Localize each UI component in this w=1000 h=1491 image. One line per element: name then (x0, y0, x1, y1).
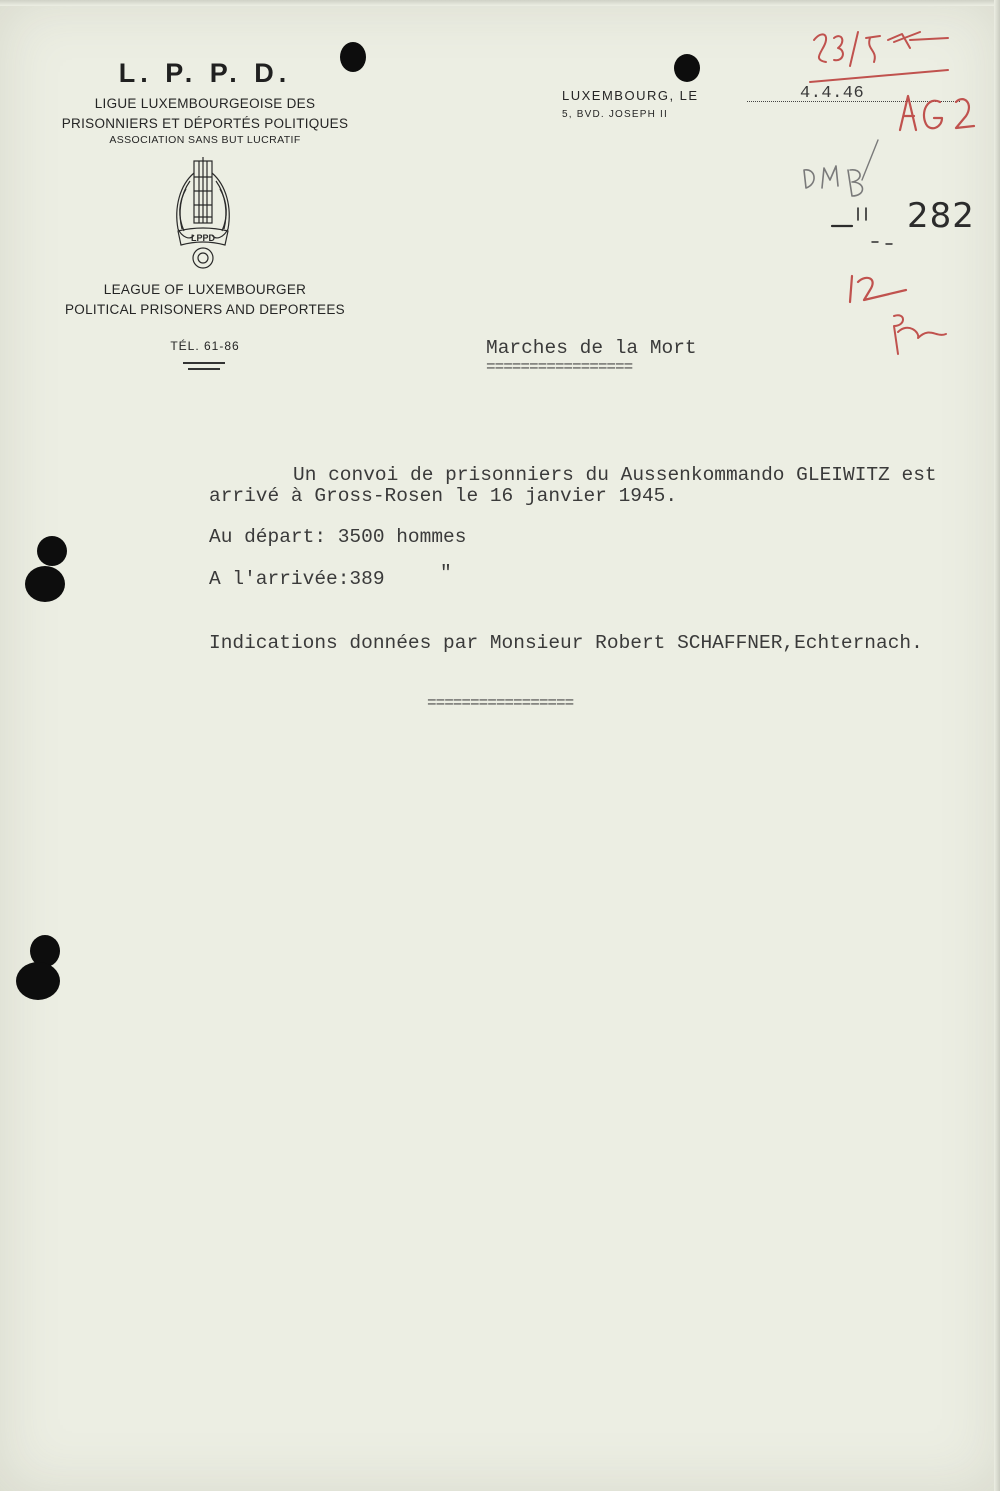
emblem-text: LPPD (190, 233, 216, 243)
arrival-count: A l'arrivée:389 (209, 568, 385, 590)
red-twelve-mark (850, 276, 852, 302)
punch-hole (674, 54, 700, 82)
page-top-edge (0, 0, 1000, 6)
document-number: 282 (907, 196, 975, 236)
grey-pencil-mark (804, 170, 814, 188)
ditto-mark: " (440, 562, 452, 584)
letterhead-telephone: TÉL. 61-86 (170, 339, 240, 353)
punch-hole (16, 962, 60, 1000)
closing-rule: ================= (427, 694, 574, 712)
letterhead-french-line-2: PRISONNIERS ET DÉPORTÉS POLITIQUES (61, 116, 349, 131)
city-label: LUXEMBOURG, LE (562, 88, 699, 103)
source-indication: Indications données par Monsieur Robert SCHAFFNER,Echternach. (209, 632, 923, 654)
letterhead-initials: L. P. P. D. (118, 58, 292, 88)
punch-hole (340, 42, 366, 72)
date-value: 4.4.46 (800, 84, 865, 103)
telephone-underline-short (188, 368, 220, 370)
street-address: 5, BVD. JOSEPH II (562, 109, 668, 120)
departure-count: Au départ: 3500 hommes (209, 526, 467, 548)
document-title: Marches de la Mort (486, 337, 697, 359)
letterhead-english-line-2: POLITICAL PRISONERS AND DEPORTEES (65, 302, 345, 317)
punch-hole (25, 566, 65, 602)
punch-hole (37, 536, 67, 566)
letterhead-french-line-1: LIGUE LUXEMBOURGEOISE DES (94, 96, 316, 111)
red-initials-mark (894, 315, 946, 354)
body-paragraph-line-1: Un convoi de prisonniers du Aussenkommando GLEIWITZ est (293, 464, 937, 486)
lppd-emblem-icon (170, 155, 236, 273)
telephone-underline (183, 362, 225, 364)
letterhead-english-name (40, 280, 370, 320)
letterhead-english-line-1: LEAGUE OF LUXEMBOURGER (103, 282, 307, 297)
letterhead-association: ASSOCIATION SANS BUT LUCRATIF (109, 134, 301, 146)
red-scribble-mark (814, 34, 826, 62)
body-paragraph-line-2: arrivé à Gross-Rosen le 16 janvier 1945. (209, 485, 678, 507)
title-underline: ================= (486, 358, 633, 376)
letterhead-french-name (40, 94, 370, 134)
red-ag2-mark (900, 96, 916, 130)
